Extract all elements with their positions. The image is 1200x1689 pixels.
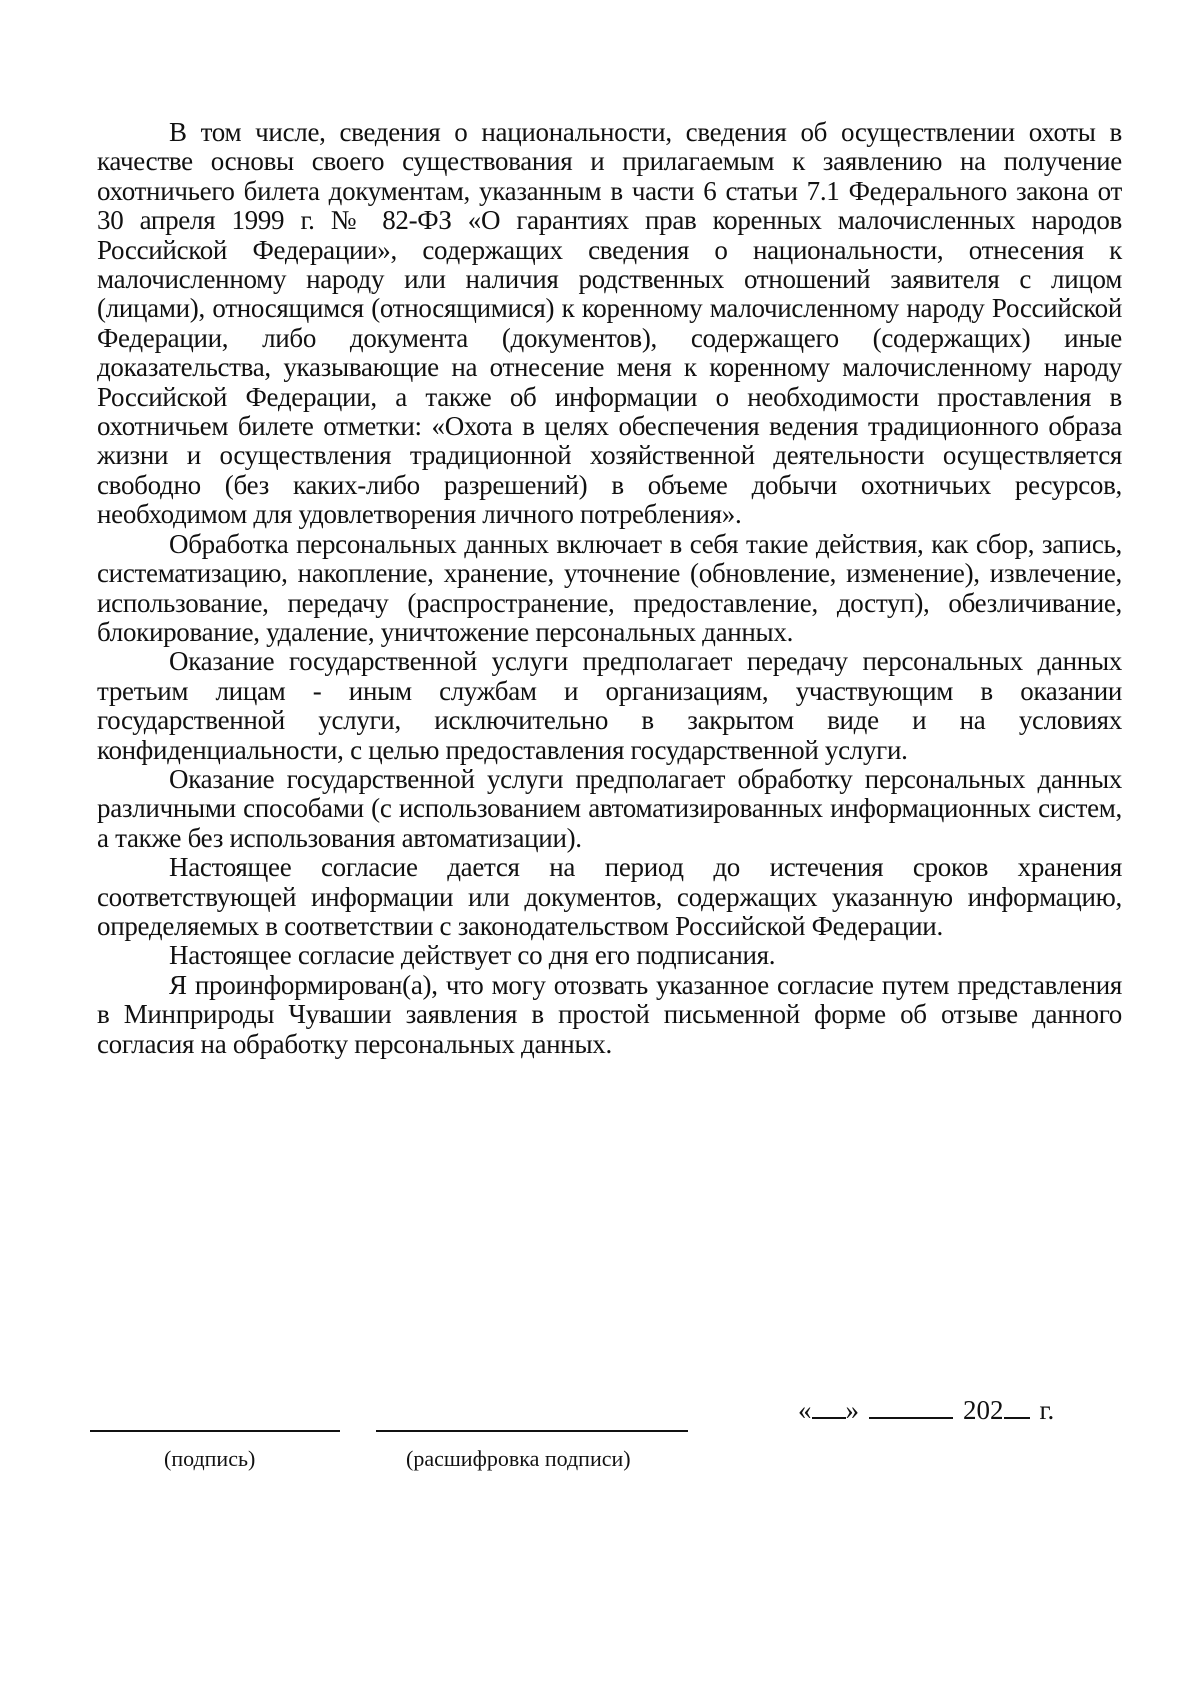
signature-line (90, 1430, 340, 1432)
day-blank (812, 1393, 846, 1419)
paragraph-processing-actions: Обработка персональных данных включает в себя такие действия, как сбор, запись, систематизацию, накопление, хранение, уточнение (обновление, изменение), извлечение, использование, передачу (распространение, предоставление, доступ), обезличивание, блокирование, удаление, уничтожение персональных данных. (97, 528, 1122, 647)
date-line (798, 1393, 1054, 1426)
paragraph-nationality-info: В том числе, сведения о национальности, сведения об осуществлении охоты в качестве основы своего существования и прилагаемым к заявлению на получение охотничьего билета документам, указанным в части 6 статьи 7.1 Федерального закона от 30 апреля 1999 г. № 82-ФЗ «О гарантиях прав коренных малочисленных народов Российской Федерации», содержащих сведения о национальности, отнесения к малочисленному народу или наличия родственных отношений заявителя с лицом (лицами), относящимся (относящимися) к коренному малочисленному народу Российской Федерации, либо документа (документов), содержащего (содержащих) иные доказательства, указывающие на отнесение меня к коренному малочисленному народу Российской Федерации, а также об информации о необходимости проставления в охотничьем билете отметки: «Охота в целях обеспечения ведения традиционного образа жизни и осуществления традиционной хозяйственной деятельности осуществляется свободно (без каких-либо разрешений) в объеме добычи охотничьих ресурсов, необходимом для удовлетворения личного потребления». (97, 117, 1122, 530)
paragraph-revocation: Я проинформирован(а), что могу отозвать указанное согласие путем представления в Минприроды Чувашии заявления в простой письменной форме об отзыве данного согласия на обработку персональных данных. (97, 969, 1122, 1059)
year-prefix: 202 (963, 1395, 1004, 1425)
signature-decoding-label: (расшифровка подписи) (406, 1446, 631, 1471)
date-open-quote: « (798, 1395, 812, 1425)
consent-body (97, 118, 1122, 1059)
paragraph-third-party-transfer: Оказание государственной услуги предполагает передачу персональных данных третьим лицам - иным службам и организациям, участвующим в оказании государственной услуги, исключительно в закрытом виде и на условиях конфиденциальности, с целью предоставления государственной услуги. (97, 646, 1122, 765)
paragraph-consent-period: Настоящее согласие дается на период до истечения сроков хранения соответствующей информации или документов, содержащих указанную информацию, определяемых в соответствии с законодательством Российской Федерации. (97, 852, 1122, 941)
signature-label: (подпись) (164, 1446, 256, 1471)
paragraph-consent-effective: Настоящее согласие действует со дня его подписания. (169, 940, 776, 971)
signature-decoding-line (376, 1430, 688, 1432)
year-blank (1004, 1393, 1030, 1419)
month-blank (869, 1393, 953, 1419)
paragraph-processing-methods: Оказание государственной услуги предполагает обработку персональных данных различными способами (с использованием автоматизированных информационных систем, а также без использования автоматизации). (97, 763, 1122, 853)
year-suffix: г. (1039, 1395, 1055, 1425)
date-close-quote: » (845, 1395, 859, 1425)
